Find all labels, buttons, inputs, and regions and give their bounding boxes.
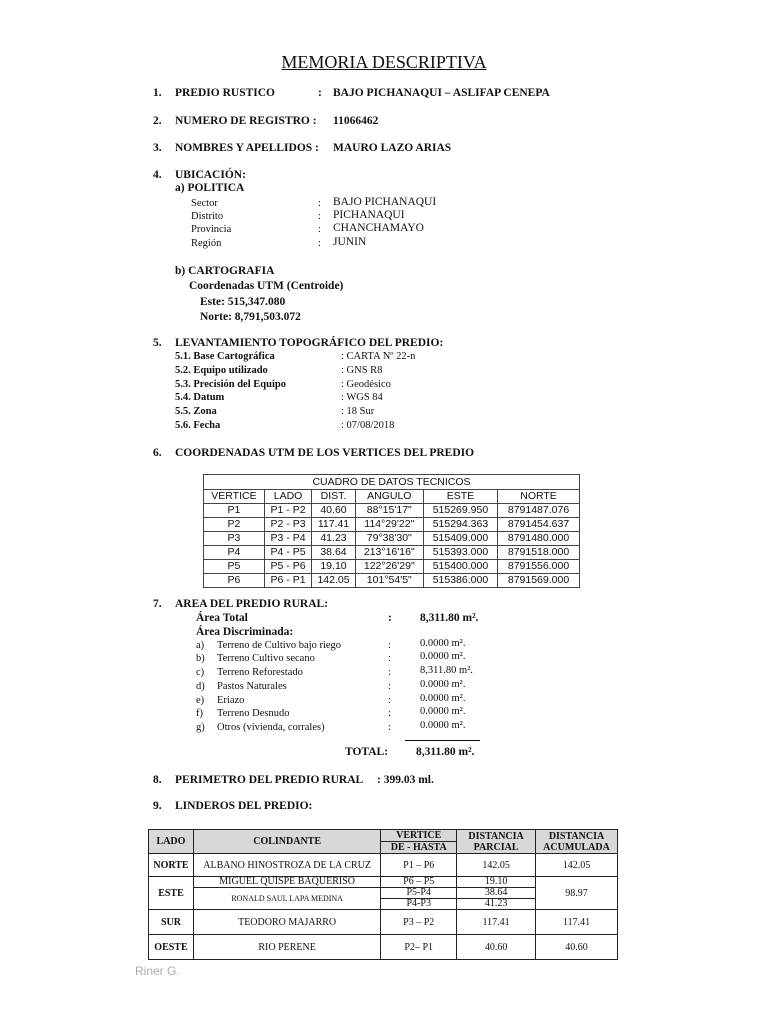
distancia-acumulada: 98.97 — [536, 877, 618, 910]
area-item-letter: b) — [196, 653, 205, 664]
area-item-label: Otros (vivienda, corrales) — [217, 722, 325, 733]
section-8-label: PERIMETRO DEL PREDIO RURAL — [175, 774, 364, 786]
politica-key: Región — [191, 238, 222, 249]
lado-sur: SUR — [149, 910, 194, 935]
distancia-acumulada: 142.05 — [536, 854, 618, 877]
politica-value: CHANCHAMAYO — [333, 222, 424, 234]
table-cell: 8791556.000 — [498, 560, 580, 574]
section-2-label: NUMERO DE REGISTRO : — [175, 115, 317, 127]
table-row — [149, 910, 618, 935]
section-5-number: 5. — [153, 337, 162, 349]
politica-value: PICHANAQUI — [333, 209, 405, 221]
table-cell: 213°16'16" — [355, 546, 423, 560]
area-item-sep: : — [388, 681, 391, 692]
section-1-number: 1. — [153, 87, 162, 99]
table-cell: P2 — [204, 518, 265, 532]
table-cell: 114°29'22" — [355, 518, 423, 532]
distancia-parcial: 117.41 — [457, 910, 536, 935]
area-item-value: 8,311.80 m². — [420, 665, 473, 676]
table-cell: 101°54'5" — [355, 574, 423, 588]
header-cell: ESTE — [423, 490, 497, 504]
table-cell: 8791480.000 — [498, 532, 580, 546]
survey-key: 5.6. Fecha — [175, 420, 221, 431]
table-row — [204, 574, 580, 588]
section-4-label: UBICACIÓN: — [175, 169, 246, 181]
colindante: MIGUEL QUISPE BAQUERISO — [193, 877, 380, 888]
section-5-label: LEVANTAMIENTO TOPOGRÁFICO DEL PREDIO: — [175, 337, 444, 349]
header-cell: ANGULO — [355, 490, 423, 504]
boundaries-header-row — [149, 830, 618, 842]
table-cell: P1 — [204, 504, 265, 518]
distancia-parcial: 40.60 — [457, 935, 536, 960]
survey-value: : 18 Sur — [341, 406, 375, 417]
table-row — [204, 532, 580, 546]
politica-sep: : — [318, 211, 321, 222]
table-row — [149, 935, 618, 960]
table-cell: 122°26'29" — [355, 560, 423, 574]
header-vertice: VERTICE — [381, 830, 457, 842]
area-item-label: Terreno Desnudo — [217, 708, 290, 719]
table-cell: 8791518.000 — [498, 546, 580, 560]
survey-key: 5.2. Equipo utilizado — [175, 365, 268, 376]
area-item-sep: : — [388, 722, 391, 733]
colindante: RONALD SAUL LAPA MEDINA — [193, 888, 380, 910]
area-item-value: 0.0000 m². — [420, 638, 466, 649]
table-cell: 515269.950 — [423, 504, 497, 518]
table-cell: P1 - P2 — [264, 504, 311, 518]
vertice: P6 – P5 — [381, 877, 457, 888]
header-cell: DIST. — [312, 490, 356, 504]
area-item-letter: g) — [196, 722, 205, 733]
section-4-number: 4. — [153, 169, 162, 181]
section-1-value: BAJO PICHANAQUI – ASLIFAP CENEPA — [333, 87, 550, 99]
section-1-label: PREDIO RUSTICO — [175, 87, 276, 99]
area-item-label: Terreno Cultivo secano — [217, 653, 315, 664]
total-rule — [405, 740, 480, 741]
distancia-acumulada: 40.60 — [536, 935, 618, 960]
area-item-value: 0.0000 m². — [420, 651, 466, 662]
distancia-parcial: 19.10 — [457, 877, 536, 888]
area-item-value: 0.0000 m². — [420, 693, 466, 704]
distancia-parcial: 41.23 — [457, 899, 536, 910]
area-item-letter: d) — [196, 681, 205, 692]
section-3-value: MAURO LAZO ARIAS — [333, 142, 452, 154]
area-discriminada-label: Área Discriminada: — [196, 626, 294, 638]
table-title-row — [204, 475, 580, 490]
politica-label: a) POLITICA — [175, 182, 245, 194]
table-cell: 19.10 — [312, 560, 356, 574]
header-lado: LADO — [149, 830, 194, 854]
centroide-norte: Norte: 8,791,503.072 — [200, 311, 301, 323]
area-item-letter: a) — [196, 640, 205, 651]
section-1-sep: : — [318, 87, 322, 99]
area-sum-value: 8,311.80 m². — [416, 746, 475, 758]
table-cell: 515386.000 — [423, 574, 497, 588]
table-cell: 8791569.000 — [498, 574, 580, 588]
colindante: RIO PERENE — [193, 935, 380, 960]
table-cell: 41.23 — [312, 532, 356, 546]
area-total-sep: : — [388, 612, 392, 624]
table-cell: P3 — [204, 532, 265, 546]
technical-data-table — [203, 474, 580, 588]
area-item-label: Pastos Naturales — [217, 681, 287, 692]
table-cell: P3 - P4 — [264, 532, 311, 546]
header-de-hasta: DE - HASTA — [381, 842, 457, 854]
table-cell: 38.64 — [312, 546, 356, 560]
table-cell: 515400.000 — [423, 560, 497, 574]
vertice: P5-P4 — [381, 888, 457, 899]
vertice: P1 – P6 — [381, 854, 457, 877]
politica-value: JUNIN — [333, 236, 367, 248]
table-row — [204, 518, 580, 532]
header-distancia-parcial: DISTANCIA PARCIAL — [457, 830, 536, 854]
survey-value: : Geodésico — [341, 379, 391, 390]
table-cell: 79°38'30" — [355, 532, 423, 546]
header-cell: VERTICE — [204, 490, 265, 504]
coordenadas-label: Coordenadas UTM (Centroide) — [189, 280, 344, 292]
area-item-label: Terreno Reforestado — [217, 667, 303, 678]
section-7-number: 7. — [153, 598, 162, 610]
table-cell: P6 - P1 — [264, 574, 311, 588]
politica-key: Provincia — [191, 224, 232, 235]
survey-value: : GNS R8 — [341, 365, 383, 376]
table-cell: 117.41 — [312, 518, 356, 532]
table-cell: 515409.000 — [423, 532, 497, 546]
table-cell: P5 — [204, 560, 265, 574]
survey-key: 5.5. Zona — [175, 406, 217, 417]
header-distancia-acumulada: DISTANCIA ACUMULADA — [536, 830, 618, 854]
area-item-sep: : — [388, 708, 391, 719]
table-title: CUADRO DE DATOS TECNICOS — [204, 475, 580, 490]
area-item-label: Eriazo — [217, 695, 245, 706]
area-item-label: Terreno de Cultivo bajo riego — [217, 640, 342, 651]
vertice: P2– P1 — [381, 935, 457, 960]
vertice: P3 – P2 — [381, 910, 457, 935]
cartografia-label: b) CARTOGRAFIA — [175, 265, 275, 277]
table-cell: P2 - P3 — [264, 518, 311, 532]
politica-key: Sector — [191, 198, 218, 209]
politica-sep: : — [318, 238, 321, 249]
lado-este: ESTE — [149, 877, 194, 910]
table-row — [204, 546, 580, 560]
table-cell: 40.60 — [312, 504, 356, 518]
section-2-value: 11066462 — [333, 115, 379, 127]
area-item-value: 0.0000 m². — [420, 679, 466, 690]
area-item-sep: : — [388, 695, 391, 706]
footer-author: Riner G. — [135, 964, 180, 978]
table-row — [149, 877, 618, 888]
area-item-letter: e) — [196, 695, 205, 706]
survey-key: 5.4. Datum — [175, 392, 225, 403]
politica-sep: : — [318, 224, 321, 235]
politica-value: BAJO PICHANAQUI — [333, 196, 437, 208]
survey-value: : 07/08/2018 — [341, 420, 395, 431]
colindante: ALBANO HINOSTROZA DE LA CRUZ — [193, 854, 380, 877]
section-3-number: 3. — [153, 142, 162, 154]
table-cell: 8791487.076 — [498, 504, 580, 518]
header-cell: NORTE — [498, 490, 580, 504]
politica-sep: : — [318, 198, 321, 209]
table-cell: P5 - P6 — [264, 560, 311, 574]
section-6-number: 6. — [153, 447, 162, 459]
table-header-row — [204, 490, 580, 504]
survey-key: 5.1. Base Cartográfica — [175, 351, 275, 362]
section-8-value: : 399.03 ml. — [377, 774, 434, 786]
section-7-label: AREA DEL PREDIO RURAL: — [175, 598, 329, 610]
header-colindante: COLINDANTE — [193, 830, 380, 854]
table-cell: P6 — [204, 574, 265, 588]
table-cell: 515393.000 — [423, 546, 497, 560]
area-total-value: 8,311.80 m². — [420, 612, 479, 624]
table-row — [204, 560, 580, 574]
area-item-letter: c) — [196, 667, 205, 678]
table-cell: P4 — [204, 546, 265, 560]
table-cell: 88°15'17" — [355, 504, 423, 518]
area-item-letter: f) — [196, 708, 203, 719]
politica-key: Distrito — [191, 211, 224, 222]
section-8-number: 8. — [153, 774, 162, 786]
centroide-este: Este: 515,347.080 — [200, 296, 286, 308]
distancia-parcial: 38.64 — [457, 888, 536, 899]
area-item-value: 0.0000 m². — [420, 706, 466, 717]
table-row — [204, 504, 580, 518]
boundaries-table — [148, 829, 618, 960]
area-item-sep: : — [388, 667, 391, 678]
table-cell: P4 - P5 — [264, 546, 311, 560]
survey-value: : CARTA Nº 22-n — [341, 351, 416, 362]
vertice: P4-P3 — [381, 899, 457, 910]
section-3-label: NOMBRES Y APELLIDOS : — [175, 142, 319, 154]
survey-value: : WGS 84 — [341, 392, 383, 403]
document-title: MEMORIA DESCRIPTIVA — [281, 52, 487, 72]
lado-norte: NORTE — [149, 854, 194, 877]
colindante: TEODORO MAJARRO — [193, 910, 380, 935]
area-item-sep: : — [388, 640, 391, 651]
area-item-value: 0.0000 m². — [420, 720, 466, 731]
distancia-parcial: 142.05 — [457, 854, 536, 877]
area-total-label: Área Total — [196, 612, 248, 624]
table-cell: 8791454.637 — [498, 518, 580, 532]
table-row — [149, 854, 618, 877]
lado-oeste: OESTE — [149, 935, 194, 960]
table-cell: 142.05 — [312, 574, 356, 588]
section-9-number: 9. — [153, 800, 162, 812]
table-cell: 515294.363 — [423, 518, 497, 532]
section-2-number: 2. — [153, 115, 162, 127]
header-cell: LADO — [264, 490, 311, 504]
survey-key: 5.3. Precisión del Equipo — [175, 379, 286, 390]
distancia-acumulada: 117.41 — [536, 910, 618, 935]
area-sum-label: TOTAL: — [345, 746, 389, 758]
section-6-label: COORDENADAS UTM DE LOS VERTICES DEL PREDIO — [175, 447, 475, 459]
section-9-label: LINDEROS DEL PREDIO: — [175, 800, 313, 812]
area-item-sep: : — [388, 653, 391, 664]
